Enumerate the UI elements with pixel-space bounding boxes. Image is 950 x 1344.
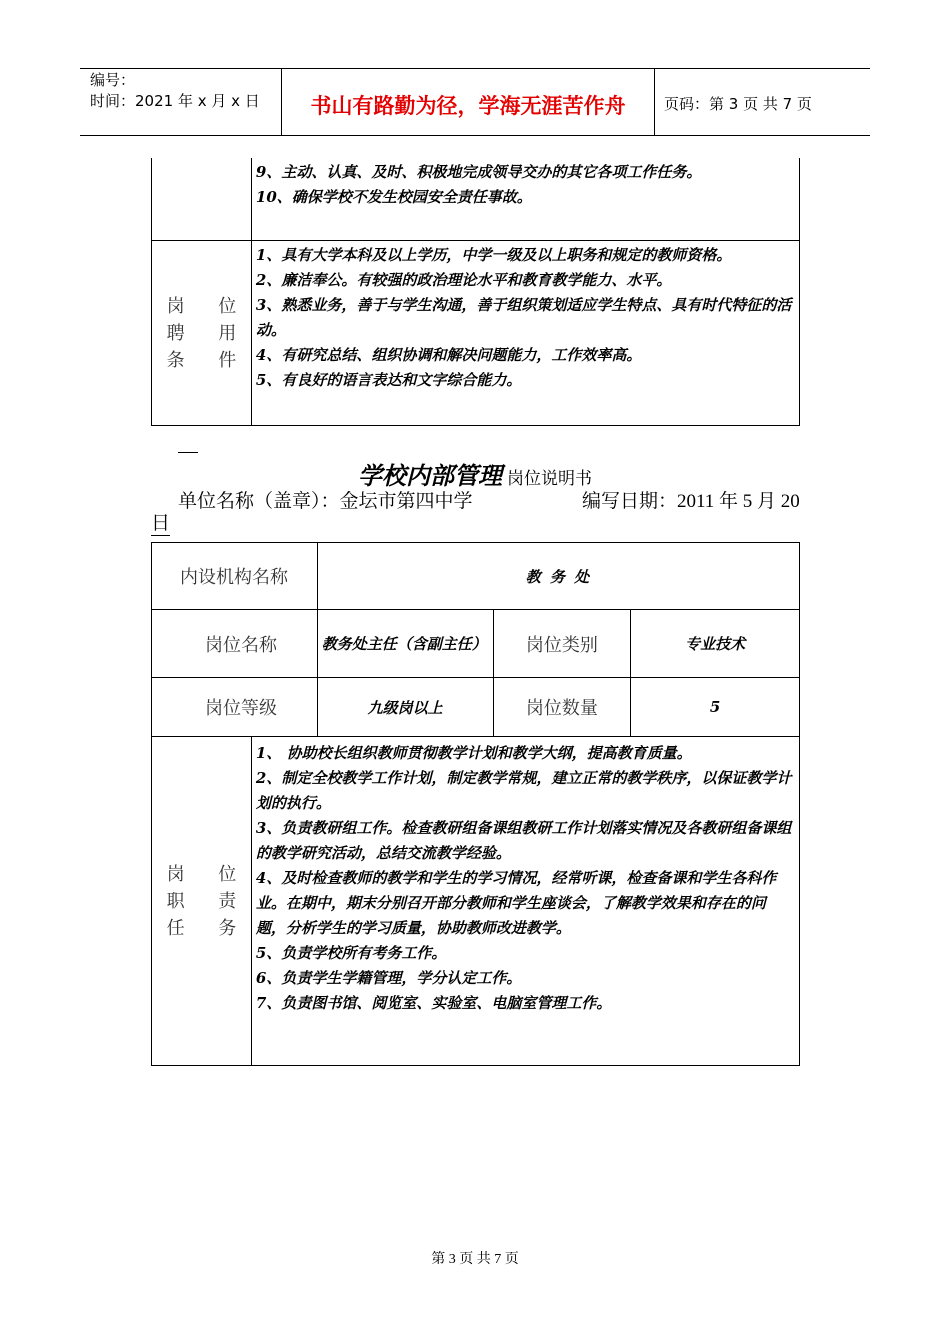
header-code: 编号： <box>90 71 136 89</box>
duty-item: 3、负责教研组工作。检查教研组备课组教研工作计划落实情况及各教研组备课组的教学研究活动，总结交流教学经验。 <box>255 819 792 862</box>
post-count-label: 岗位数量 <box>493 678 631 737</box>
requirements-cell <box>251 241 799 426</box>
requirements-row <box>152 241 800 426</box>
header-time: 时间：2021 年 x 月 x 日 <box>90 92 260 110</box>
post-type-value: 专业技术 <box>631 610 800 678</box>
header-page-info: 页码：第 3 页 共 7 页 <box>664 95 812 113</box>
duty-item: 1、 协助校长组织教师贯彻教学计划和教学大纲，提高教育质量。 <box>255 744 692 762</box>
header-divider-left <box>281 68 282 136</box>
header-motto: 书山有路勤为径，学海无涯苦作舟 <box>310 94 626 118</box>
post-level-value: 九级岗以上 <box>317 678 493 737</box>
duties-cell <box>251 737 799 1066</box>
separator-dash <box>178 452 198 453</box>
requirements-label: 岗 位 聘 用 条 件 <box>152 241 252 426</box>
post-name-row <box>152 610 800 678</box>
duties-continued-cell <box>251 158 799 241</box>
duty-item: 10、确保学校不发生校园安全责任事故。 <box>255 188 532 206</box>
header-meta <box>90 70 260 112</box>
doc-title-sub: 岗位说明书 <box>507 469 593 489</box>
post-level-row <box>152 678 800 737</box>
requirement-item: 1、具有大学本科及以上学历，中学一级及以上职务和规定的教师资格。 <box>255 246 732 264</box>
header-top-rule <box>80 68 870 69</box>
duty-item: 7、负责图书馆、阅览室、实验室、电脑室管理工作。 <box>255 994 612 1012</box>
duty-item: 4、及时检查教师的教学和学生的学习情况，经常听课，检查备课和学生各科作业。在期中，期末分别召开部分教师和学生座谈会，了解教学效果和存在的问题，分析学生的学习质量，协助教师改进教学。 <box>255 869 777 937</box>
duty-item: 6、负责学生学籍管理，学分认定工作。 <box>255 969 522 987</box>
duty-item: 2、制定全校教学工作计划，制定教学常规，建立正常的教学秩序，以保证教学计划的执行。 <box>255 769 792 812</box>
header-divider-right <box>654 68 655 136</box>
dept-value: 教 务 处 <box>317 543 799 610</box>
compile-date: 编写日期：2011 年 5 月 20 <box>582 491 800 512</box>
duty-item: 9、主动、认真、及时、积极地完成领导交办的其它各项工作任务。 <box>255 163 702 181</box>
post-type-label: 岗位类别 <box>493 610 631 678</box>
post-name-label: 岗位名称 <box>152 610 318 678</box>
requirement-item: 4、有研究总结、组织协调和解决问题能力，工作效率高。 <box>255 346 642 364</box>
job-table <box>151 542 800 1066</box>
post-count-value: 5 <box>631 678 800 737</box>
requirement-item: 5、有良好的语言表达和文字综合能力。 <box>255 371 522 389</box>
post-level-label: 岗位等级 <box>152 678 318 737</box>
job-table-continued <box>151 158 800 426</box>
duty-item: 5、负责学校所有考务工作。 <box>255 944 447 962</box>
requirement-item: 3、熟悉业务，善于与学生沟通，善于组织策划适应学生特点、具有时代特征的活动。 <box>255 296 792 339</box>
compile-date-tail: 日 <box>151 513 171 534</box>
header-bottom-rule <box>80 135 870 136</box>
dept-row <box>152 543 800 610</box>
duties-row <box>152 737 800 1066</box>
unit-name: 单位名称（盖章）：金坛市第四中学 <box>178 491 473 512</box>
duties-continued-row <box>152 158 800 241</box>
dept-label: 内设机构名称 <box>152 543 318 610</box>
post-name-value: 教务处主任（含副主任） <box>317 610 493 678</box>
page-footer: 第 3 页 共 7 页 <box>431 1252 519 1267</box>
doc-title-main: 学校内部管理 <box>357 461 502 490</box>
duties-label: 岗 位 职 责 任 务 <box>152 737 252 1066</box>
empty-label-cell <box>152 158 252 241</box>
requirement-item: 2、廉洁奉公。有较强的政治理论水平和教育教学能力、水平。 <box>255 271 672 289</box>
